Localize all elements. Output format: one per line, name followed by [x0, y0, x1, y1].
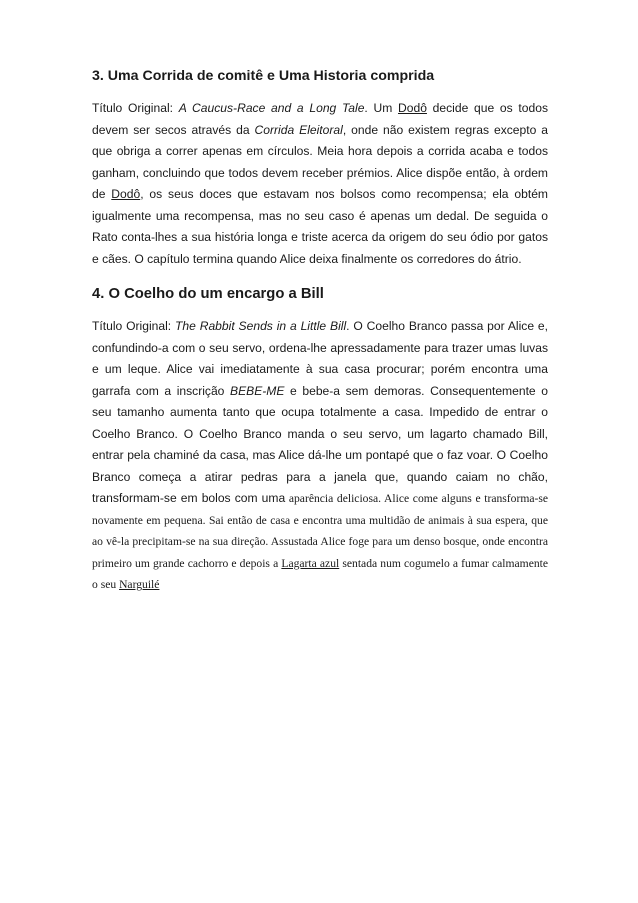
- section-3-paragraph: [92, 98, 548, 270]
- serif-text-run: sentada num cogumelo a fumar calmamente o seu: [92, 556, 548, 591]
- text-run: e bebe-a sem demoras. Consequentemente o seu tamanho aumenta tanto que ocupa totalmente a casa. Impedido de entrar o Coelho Branco. O Coelho Branco manda o seu servo, um lagarto chamado Bill, entrar pela chaminé da casa, mas Alice dá-lhe um pontapé que o faz voar. O Coelho Branco começa a atirar pedras para a janela que, quando caiam no chão, transformam-se em bolos com uma: [92, 383, 548, 505]
- text-run: , os seus doces que estavam nos bolsos como recompensa; ela obtém igualmente uma recompensa, mas no seu caso é apenas um dedal. De seguida o Rato conta-lhes a sua história longa e triste acerca da origem do seu ódio por gatos e cães. O capítulo termina quando Alice deixa finalmente os corredores do átrio.: [92, 187, 548, 266]
- original-title: The Rabbit Sends in a Little Bill: [175, 319, 347, 333]
- link-lagarta-azul[interactable]: Lagarta azul: [281, 556, 340, 570]
- link-dodo-2[interactable]: Dodô: [111, 187, 141, 201]
- page-content: [92, 66, 548, 596]
- text-run: , onde não existem regras excepto a que obriga a correr apenas em círculos. Meia hora depois a corrida acaba e todos ganham, concluindo que todos devem receber prémios. Alice dispõe então, à ordem de: [92, 122, 548, 201]
- serif-text-run: aparência deliciosa. Alice come alguns e transforma-se novamente em pequena. Sai então de casa e encontra uma multidão de animais à sua espera, que ao vê-la precipitam-se na sua direção. Assustada Alice foge para um denso bosque, onde encontra primeiro um grande cachorro e depois a: [92, 492, 549, 570]
- text-run: Título Original:: [92, 319, 176, 333]
- section-4-heading: 4. O Coelho do um encargo a Bill: [92, 286, 324, 302]
- link-dodo[interactable]: Dodô: [398, 101, 427, 115]
- section-4-paragraph: [92, 316, 548, 596]
- text-run: decide que os todos devem ser secos através da: [92, 101, 548, 137]
- text-run: . Um: [364, 101, 399, 115]
- text-run: . O Coelho Branco passa por Alice e, confundindo-a com o seu servo, ordena-lhe apressadamente para trazer umas luvas e um leque. Alice vai imediatamente à sua casa procurar; porém encontra uma garrafa com a inscrição: [92, 319, 549, 398]
- emphasis-corrida-eleitoral: Corrida Eleitoral: [254, 122, 343, 137]
- text-run: Título Original:: [92, 101, 179, 115]
- link-narguile[interactable]: Narguilé: [119, 578, 160, 591]
- emphasis-bebe-me: BEBE-ME: [230, 383, 285, 398]
- original-title: A Caucus-Race and a Long Tale: [178, 101, 365, 115]
- section-3-heading: 3. Uma Corrida de comitê e Uma Historia comprida: [92, 68, 435, 84]
